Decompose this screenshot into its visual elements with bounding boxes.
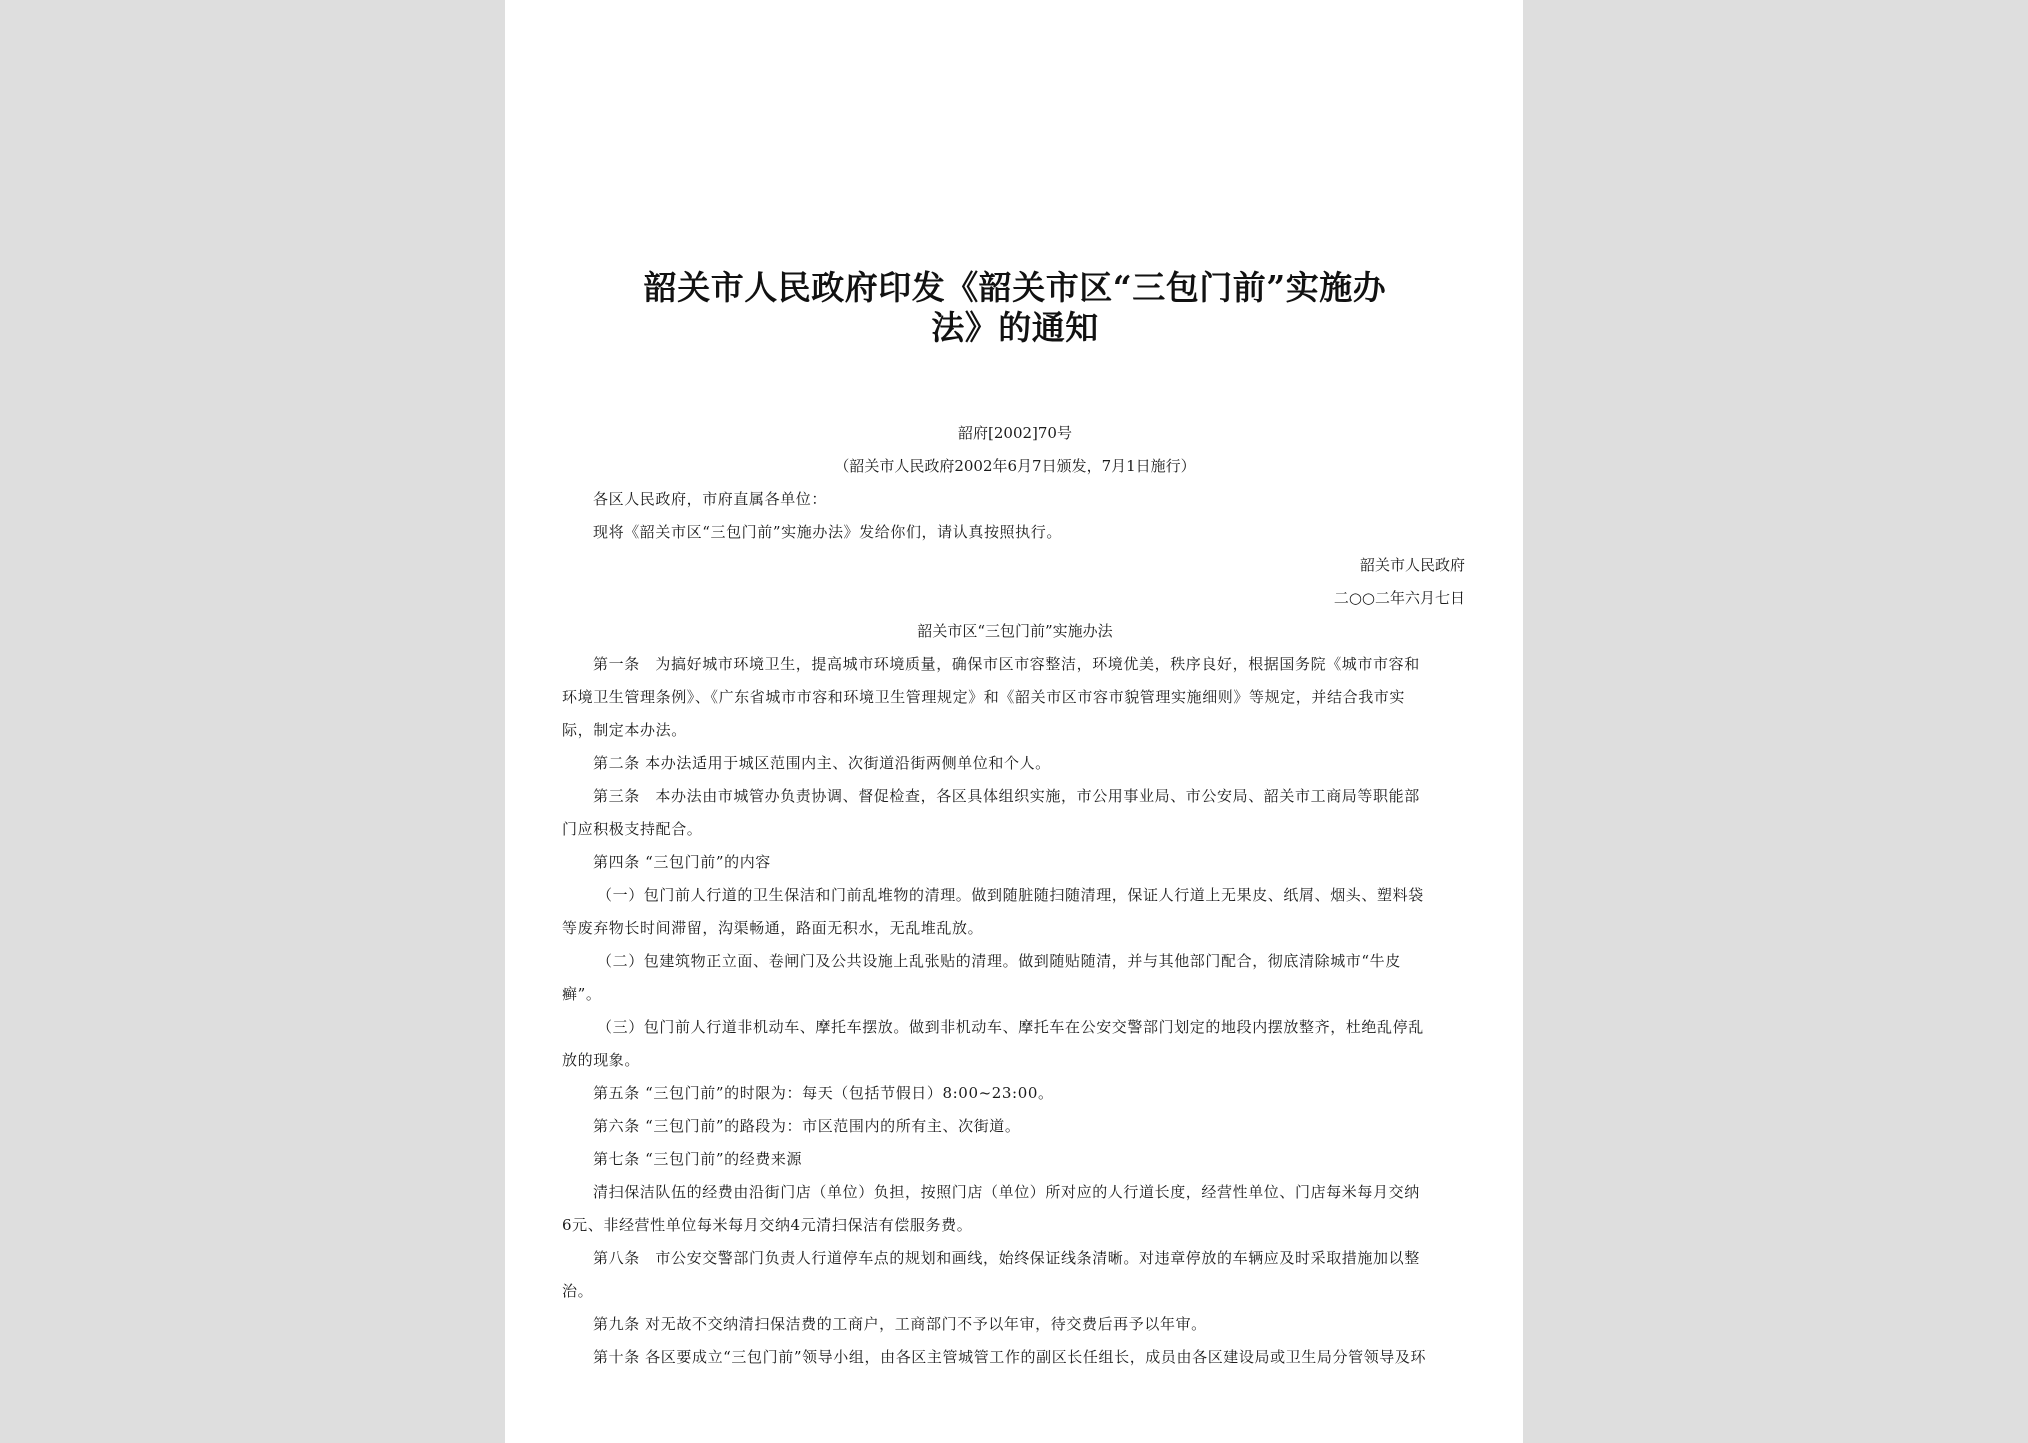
text-line: 第九条 对无故不交纳清扫保洁费的工商户，工商部门不予以年审，待交费后再予以年审。 xyxy=(593,1315,1207,1333)
text-line: （二）包建筑物正立面、卷闸门及公共设施上乱张贴的清理。做到随贴随清，并与其他部门配合，彻底清除城市“牛皮 xyxy=(597,952,1401,970)
text-line: 第二条 本办法适用于城区范围内主、次街道沿街两侧单位和个人。 xyxy=(593,754,1051,772)
document-title-line-2: 法》的通知 xyxy=(931,308,1099,347)
document-number: 韶府[2002]70号 xyxy=(958,424,1072,442)
text-line: 放的现象。 xyxy=(562,1051,641,1069)
text-line: 第七条 “三包门前”的经费来源 xyxy=(593,1150,803,1168)
salutation: 各区人民政府，市府直属各单位： xyxy=(593,490,828,508)
text-line: 第十条 各区要成立“三包门前”领导小组，由各区主管城管工作的副区长任组长，成员由各区建设局或卫生局分管领导及环 xyxy=(593,1348,1427,1366)
text-line: 第三条 本办法由市城管办负责协调、督促检查，各区具体组织实施，市公用事业局、市公安局、韶关市工商局等职能部 xyxy=(593,787,1420,805)
text-line: 第四条 “三包门前”的内容 xyxy=(593,853,771,871)
text-line: 际，制定本办法。 xyxy=(562,721,687,739)
document-page xyxy=(505,0,1523,1443)
text-line: 第五条 “三包门前”的时限为：每天（包括节假日）8:00~23:00。 xyxy=(593,1084,1054,1102)
sub-title: 韶关市区“三包门前”实施办法 xyxy=(917,622,1113,640)
intro-paragraph: 现将《韶关市区“三包门前”实施办法》发给你们，请认真按照执行。 xyxy=(593,523,1062,541)
text-line: 治。 xyxy=(562,1282,594,1300)
text-line: （三）包门前人行道非机动车、摩托车摆放。做到非机动车、摩托车在公安交警部门划定的地段内摆放整齐，杜绝乱停乱 xyxy=(597,1018,1424,1036)
text-line: 癣”。 xyxy=(562,985,602,1003)
issue-info: （韶关市人民政府2002年6月7日颁发，7月1日施行） xyxy=(834,457,1196,475)
text-line: 第六条 “三包门前”的路段为：市区范围内的所有主、次街道。 xyxy=(593,1117,1021,1135)
text-line: 第八条 市公安交警部门负责人行道停车点的规划和画线，始终保证线条清晰。对违章停放的车辆应及时采取措施加以整 xyxy=(593,1249,1420,1267)
text-line: 等废弃物长时间滞留，沟渠畅通，路面无积水，无乱堆乱放。 xyxy=(562,919,984,937)
date: 二○○二年六月七日 xyxy=(1333,589,1465,607)
text-line: 门应积极支持配合。 xyxy=(562,820,703,838)
signature: 韶关市人民政府 xyxy=(1359,556,1465,574)
text-line: （一）包门前人行道的卫生保洁和门前乱堆物的清理。做到随脏随扫随清理，保证人行道上无果皮、纸屑、烟头、塑料袋 xyxy=(597,886,1424,904)
text-line: 环境卫生管理条例》、《广东省城市市容和环境卫生管理规定》和《韶关市区市容市貌管理实施细则》等规定，并结合我市实 xyxy=(562,688,1406,706)
text-line: 6元、非经营性单位每米每月交纳4元清扫保洁有偿服务费。 xyxy=(562,1216,973,1234)
text-line: 第一条 为搞好城市环境卫生，提高城市环境质量，确保市区市容整洁，环境优美，秩序良好，根据国务院《城市市容和 xyxy=(593,655,1420,673)
document-title-line-1: 韶关市人民政府印发《韶关市区“三包门前”实施办 xyxy=(643,268,1387,307)
text-line: 清扫保洁队伍的经费由沿街门店（单位）负担，按照门店（单位）所对应的人行道长度，经营性单位、门店每米每月交纳 xyxy=(593,1183,1420,1201)
